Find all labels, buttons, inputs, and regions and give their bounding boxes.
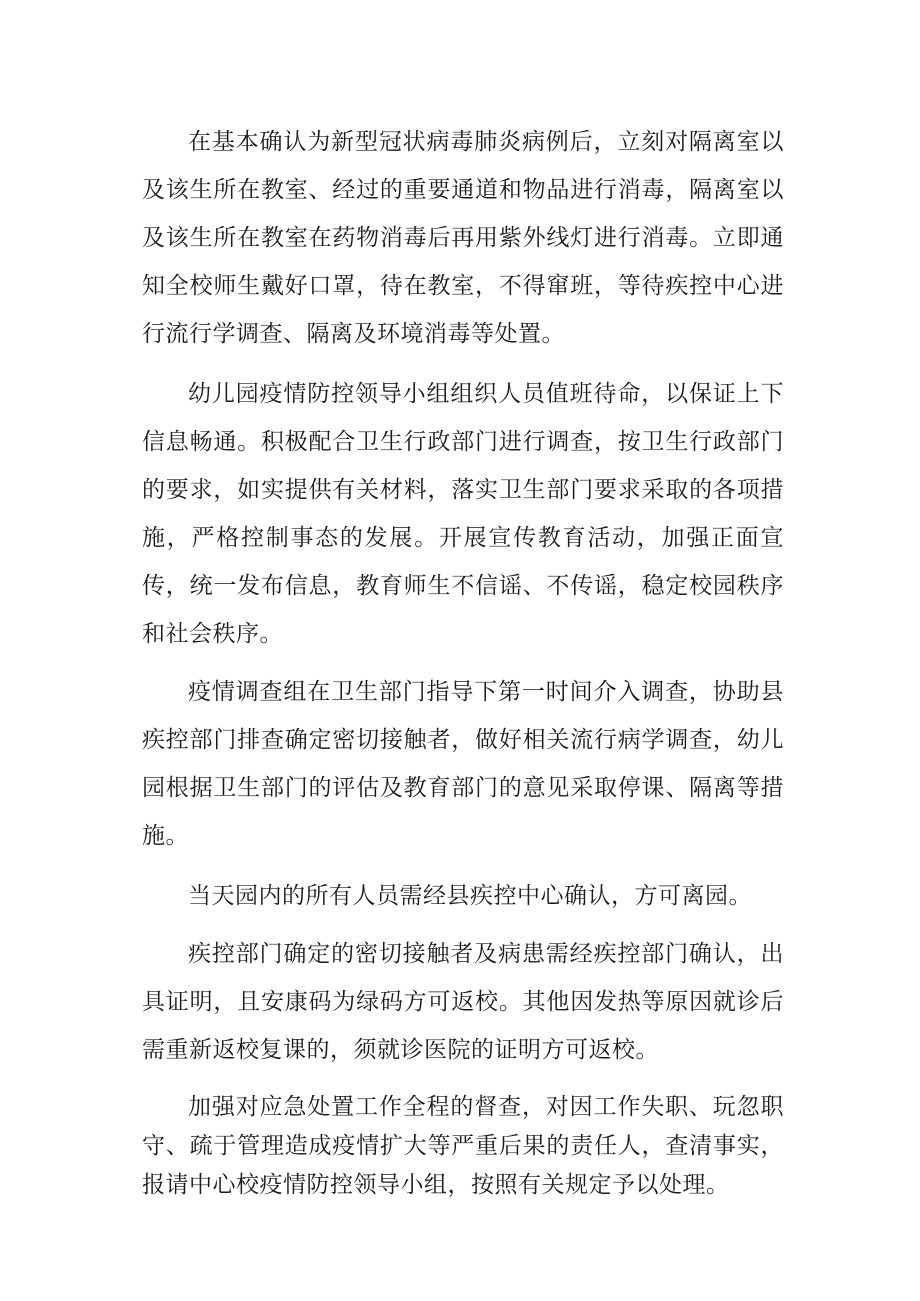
- paragraph-leadership-duty: 幼儿园疫情防控领导小组组织人员值班待命，以保证上下信息畅通。积极配合卫生行政部门进行调查，按卫生行政部门的要求，如实提供有关材料，落实卫生部门要求采取的各项措施，严格控制事态的发展。开展宣传教育活动，加强正面宣传，统一发布信息，教育师生不信谣、不传谣，稳定校园秩序和社会秩序。: [142, 381, 784, 647]
- paragraph-accountability: 加强对应急处置工作全程的督查，对因工作失职、玩忽职守、疏于管理造成疫情扩大等严重后果的责任人，查清事实，报请中心校疫情防控领导小组，按照有关规定予以处理。: [142, 1094, 784, 1198]
- paragraph-leaving-campus: 当天园内的所有人员需经县疾控中心确认，方可离园。: [188, 883, 752, 909]
- paragraph-investigation: 疫情调查组在卫生部门指导下第一时间介入调查，协助县疾控部门排查确定密切接触者，做好相关流行病学调查，幼儿园根据卫生部门的评估及教育部门的意见采取停课、隔离等措施。: [142, 679, 784, 849]
- document-body: [142, 118, 784, 1205]
- paragraph-disinfection: 在基本确认为新型冠状病毒肺炎病例后，立刻对隔离室以及该生所在教室、经过的重要通道和物品进行消毒，隔离室以及该生所在教室在药物消毒后再用紫外线灯进行消毒。立即通知全校师生戴好口罩，待在教室，不得窜班，等待疾控中心进行流行学调查、隔离及环境消毒等处置。: [142, 129, 784, 347]
- paragraph-return-to-school: 疾控部门确定的密切接触者及病患需经疾控部门确认，出具证明，且安康码为绿码方可返校。其他因发热等原因就诊后需重新返校复课的，须就诊医院的证明方可返校。: [142, 941, 784, 1063]
